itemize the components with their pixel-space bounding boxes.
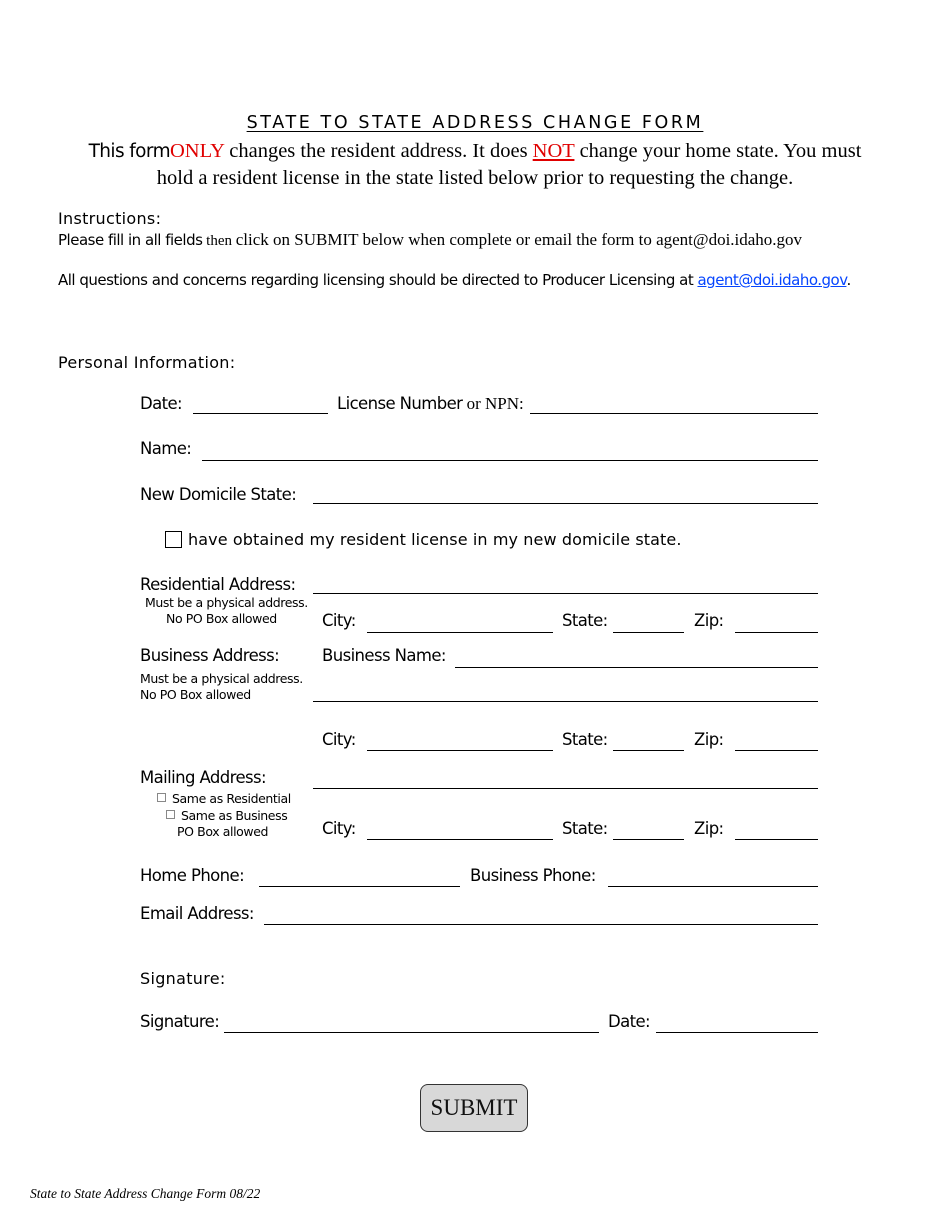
residential-state-field[interactable]: [613, 632, 684, 633]
mailing-state-label: State:: [562, 819, 608, 838]
personal-info-heading: Personal Information:: [58, 353, 236, 372]
same-as-residential-checkbox[interactable]: [157, 793, 166, 802]
only-emphasis: ONLY: [170, 140, 225, 162]
home-phone-label: Home Phone:: [140, 866, 245, 885]
email-label: Email Address:: [140, 904, 254, 923]
business-city-field[interactable]: [367, 750, 553, 751]
business-name-label: Business Name:: [322, 646, 446, 665]
business-phone-label: Business Phone:: [470, 866, 596, 885]
business-zip-field[interactable]: [735, 750, 818, 751]
business-name-field[interactable]: [455, 667, 818, 668]
business-state-label: State:: [562, 730, 608, 749]
residential-label: Residential Address:: [140, 575, 296, 594]
residential-state-label: State:: [562, 611, 608, 630]
business-city-label: City:: [322, 730, 356, 749]
domicile-field[interactable]: [313, 503, 818, 504]
form-footer: State to State Address Change Form 08/22: [30, 1186, 261, 1201]
same-as-business-option[interactable]: Same as Business: [166, 808, 287, 823]
name-label: Name:: [140, 439, 192, 458]
signature-date-label: Date:: [608, 1012, 650, 1031]
residential-city-label: City:: [322, 611, 356, 630]
residential-note-physical: Must be a physical address.: [145, 595, 308, 610]
license-label: License Number or NPN:: [337, 394, 524, 413]
intro-paragraph: This formONLY changes the resident address. It does NOT change your home state. You must hold a resident license in the state listed below prior to requesting the change.: [88, 140, 862, 189]
not-emphasis: NOT: [532, 140, 575, 162]
business-note-pobox: No PO Box allowed: [140, 687, 251, 702]
residential-street-field[interactable]: [313, 593, 818, 594]
home-phone-field[interactable]: [259, 886, 460, 887]
instructions-line: Please fill in all fields then click on SUBMIT below when complete or email the form to agent@doi.idaho.gov: [58, 230, 803, 249]
same-as-business-checkbox[interactable]: [166, 810, 175, 819]
questions-line: All questions and concerns regarding licensing should be directed to Producer Licensing at agent@doi.idaho.gov.: [58, 271, 851, 289]
same-as-residential-option[interactable]: Same as Residential: [157, 791, 291, 806]
residential-city-field[interactable]: [367, 632, 553, 633]
email-link[interactable]: agent@doi.idaho.gov: [697, 271, 847, 289]
mailing-label: Mailing Address:: [140, 768, 266, 787]
mailing-zip-field[interactable]: [735, 839, 818, 840]
submit-button[interactable]: SUBMIT: [420, 1084, 528, 1132]
residential-note-pobox: No PO Box allowed: [166, 611, 277, 626]
obtained-license-checkbox[interactable]: [165, 531, 182, 548]
business-state-field[interactable]: [613, 750, 684, 751]
mailing-city-field[interactable]: [367, 839, 553, 840]
signature-field[interactable]: [224, 1032, 599, 1033]
business-street-field[interactable]: [313, 701, 818, 702]
business-label: Business Address:: [140, 646, 280, 665]
date-field[interactable]: [193, 413, 328, 414]
mailing-note-pobox: PO Box allowed: [177, 824, 269, 839]
business-phone-field[interactable]: [608, 886, 818, 887]
mailing-street-field[interactable]: [313, 788, 818, 789]
license-field[interactable]: [530, 413, 818, 414]
business-note-physical: Must be a physical address.: [140, 671, 303, 686]
email-field[interactable]: [264, 924, 818, 925]
residential-zip-field[interactable]: [735, 632, 818, 633]
mailing-state-field[interactable]: [613, 839, 684, 840]
mailing-zip-label: Zip:: [694, 819, 724, 838]
mailing-city-label: City:: [322, 819, 356, 838]
obtained-license-label: have obtained my resident license in my new domicile state.: [188, 530, 682, 549]
signature-date-field[interactable]: [656, 1032, 818, 1033]
date-label: Date:: [140, 394, 182, 413]
domicile-label: New Domicile State:: [140, 485, 297, 504]
signature-label: Signature:: [140, 1012, 220, 1031]
business-zip-label: Zip:: [694, 730, 724, 749]
form-title: STATE TO STATE ADDRESS CHANGE FORM: [246, 113, 704, 133]
signature-heading: Signature:: [140, 969, 226, 988]
instructions-heading: Instructions:: [58, 209, 162, 228]
residential-zip-label: Zip:: [694, 611, 724, 630]
name-field[interactable]: [202, 460, 818, 461]
